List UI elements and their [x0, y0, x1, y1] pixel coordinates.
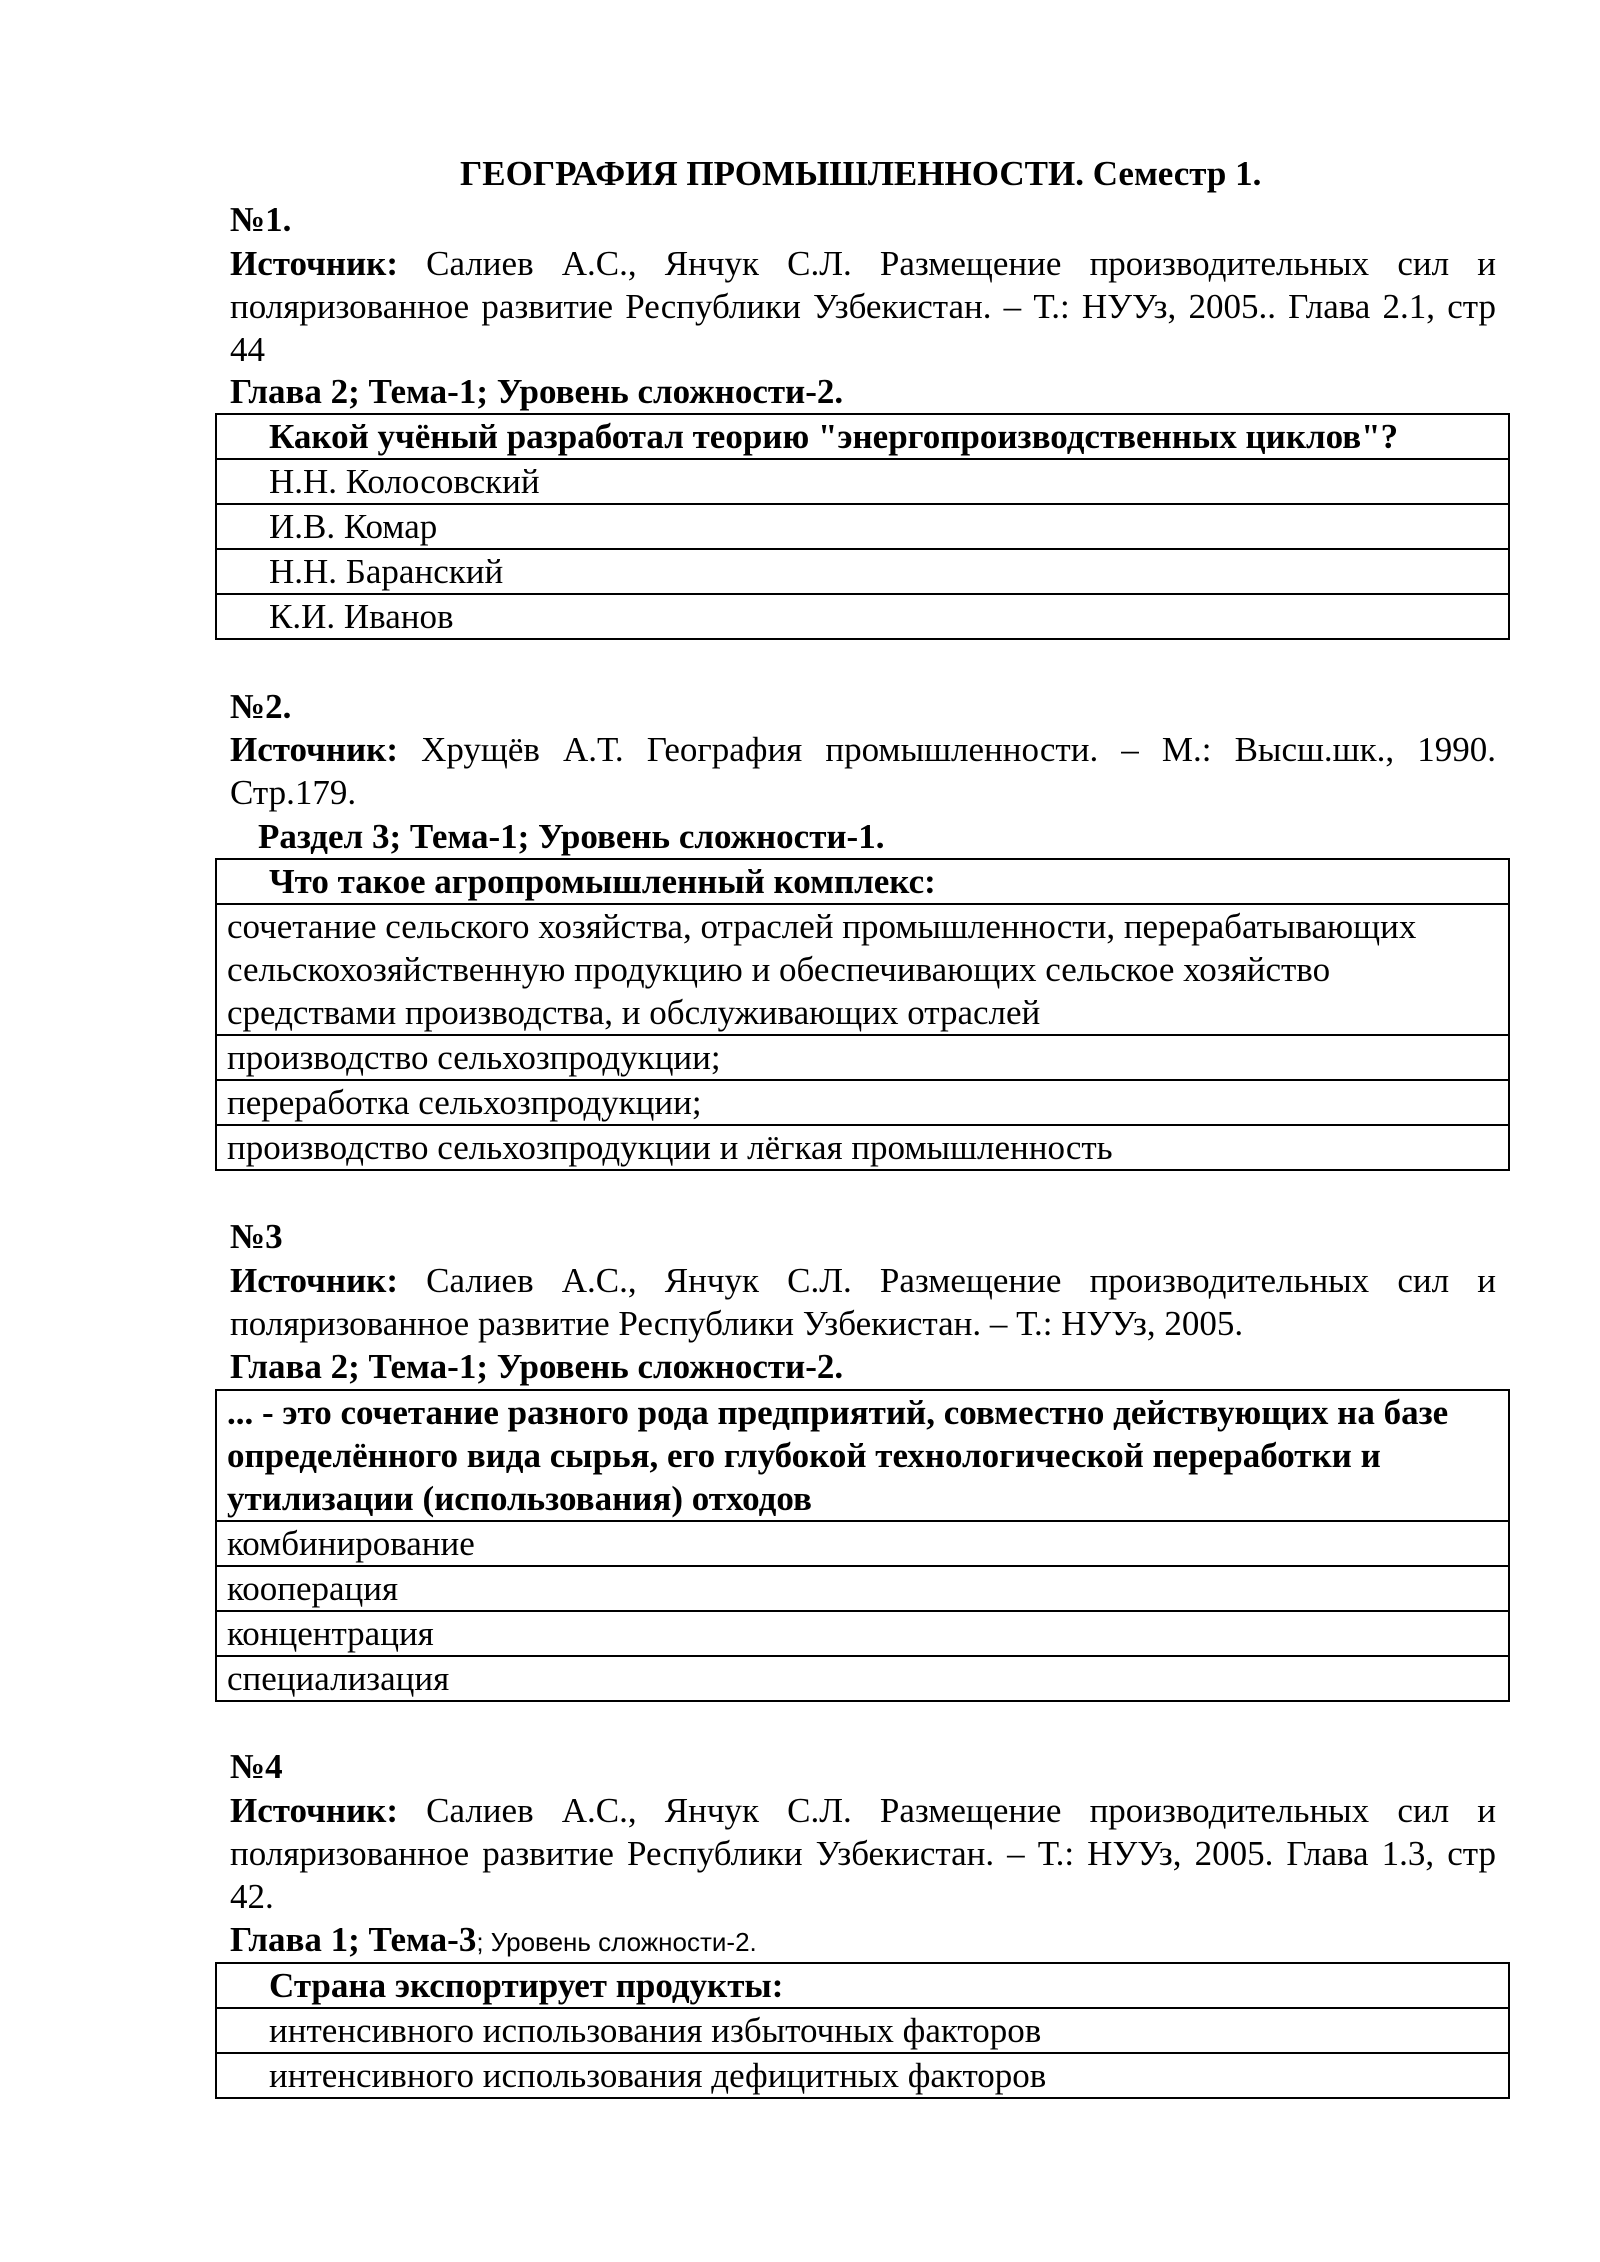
- question-number: №3: [230, 1217, 283, 1256]
- answer-option: комбинирование: [216, 1521, 1509, 1566]
- question-source: [230, 728, 1496, 814]
- question-text: Страна экспортирует продукты:: [216, 1963, 1509, 2008]
- answer-option: Н.Н. Баранский: [216, 549, 1509, 594]
- source-text: Салиев А.С., Янчук С.Л. Размещение производительных сил и поляризованное развитие Республики Узбекистан. – Т.: НУУз, 2005.: [230, 1261, 1496, 1343]
- answer-option: производство сельхозпродукции и лёгкая промышленность: [216, 1125, 1509, 1170]
- question-number: №4: [230, 1747, 283, 1786]
- answer-option: специализация: [216, 1656, 1509, 1701]
- answer-option: И.В. Комар: [216, 504, 1509, 549]
- source-text: Салиев А.С., Янчук С.Л. Размещение производительных сил и поляризованное развитие Республики Узбекистан. – Т.: НУУз, 2005. Глава 1.3, стр 42.: [230, 1791, 1496, 1916]
- source-label: Источник:: [230, 244, 398, 283]
- answer-option: Н.Н. Колосовский: [216, 459, 1509, 504]
- question-number: №2.: [230, 687, 292, 726]
- meta-bold: Глава 1; Тема-3: [230, 1920, 477, 1959]
- question-number: №1.: [230, 200, 292, 239]
- answer-option: переработка сельхозпродукции;: [216, 1080, 1509, 1125]
- source-label: Источник:: [230, 1261, 398, 1300]
- answer-option: сочетание сельского хозяйства, отраслей промышленности, перерабатывающих сельскохозяйственную продукцию и обеспечивающих сельское хозяйство средствами производства, и обслуживающих отраслей: [216, 904, 1509, 1035]
- answer-option: интенсивного использования дефицитных факторов: [216, 2053, 1509, 2098]
- question-meta: Раздел 3; Тема-1; Уровень сложности-1.: [258, 817, 885, 856]
- question-table: [215, 413, 1510, 640]
- answer-option: концентрация: [216, 1611, 1509, 1656]
- question-text: ... - это сочетание разного рода предприятий, совместно действующих на базе определённого вида сырья, его глубокой технологической переработки и утилизации (использования) отходов: [216, 1390, 1509, 1521]
- source-label: Источник:: [230, 730, 398, 769]
- answer-option: кооперация: [216, 1566, 1509, 1611]
- source-text: Хрущёв А.Т. География промышленности. – М.: Высш.шк., 1990. Стр.179.: [230, 730, 1496, 812]
- question-source: [230, 1259, 1496, 1345]
- question-text: Что такое агропромышленный комплекс:: [216, 859, 1509, 904]
- question-source: [230, 1789, 1496, 1918]
- document-title: ГЕОГРАФИЯ ПРОМЫШЛЕННОСТИ. Семестр 1.: [460, 154, 1262, 193]
- question-meta: [230, 1918, 757, 1964]
- answer-option: производство сельхозпродукции;: [216, 1035, 1509, 1080]
- question-meta: Глава 2; Тема-1; Уровень сложности-2.: [230, 1347, 844, 1386]
- meta-suffix: ; Уровень сложности-2.: [476, 1927, 757, 1957]
- question-meta: Глава 2; Тема-1; Уровень сложности-2.: [230, 372, 844, 411]
- answer-option: К.И. Иванов: [216, 594, 1509, 639]
- source-label: Источник:: [230, 1791, 398, 1830]
- question-table: [215, 1962, 1510, 2099]
- question-text: Какой учёный разработал теорию "энергопроизводственных циклов"?: [216, 414, 1509, 459]
- question-table: [215, 1389, 1510, 1702]
- question-source: [230, 242, 1496, 371]
- answer-option: интенсивного использования избыточных факторов: [216, 2008, 1509, 2053]
- question-table: [215, 858, 1510, 1171]
- source-text: Салиев А.С., Янчук С.Л. Размещение производительных сил и поляризованное развитие Республики Узбекистан. – Т.: НУУз, 2005.. Глава 2.1, стр 44: [230, 244, 1496, 369]
